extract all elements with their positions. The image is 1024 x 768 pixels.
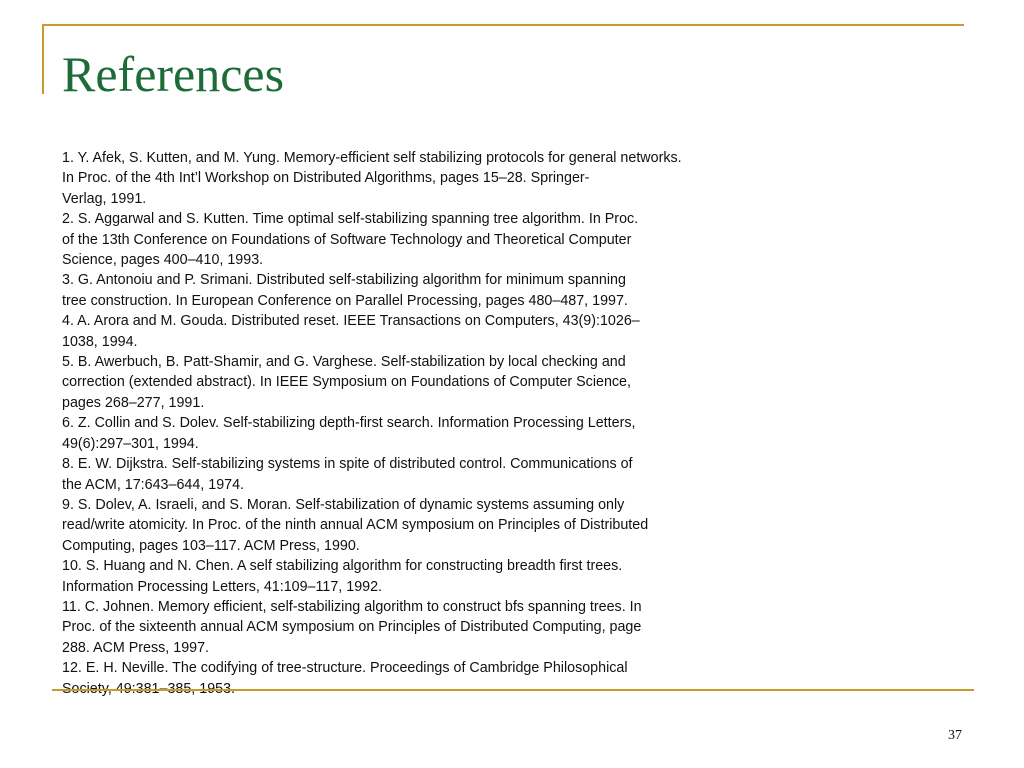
reference-line: Computing, pages 103–117. ACM Press, 1990. — [62, 537, 360, 554]
reference-line: In Proc. of the 4th Int’l Workshop on Distributed Algorithms, pages 15–28. Springer- — [62, 170, 590, 187]
reference-line: 5. B. Awerbuch, B. Patt-Shamir, and G. Varghese. Self-stabilization by local checking and — [62, 354, 626, 371]
reference-line: 1038, 1994. — [62, 333, 138, 350]
reference-line: 1. Y. Afek, S. Kutten, and M. Yung. Memory-efficient self stabilizing protocols for general networks. — [62, 150, 682, 166]
slide-title: References — [62, 46, 285, 102]
reference-line: correction (extended abstract). In IEEE Symposium on Foundations of Computer Science, — [62, 374, 631, 391]
reference-line: pages 268–277, 1991. — [62, 394, 205, 411]
reference-line: 4. A. Arora and M. Gouda. Distributed reset. IEEE Transactions on Computers, 43(9):1026– — [62, 313, 640, 330]
reference-line: 8. E. W. Dijkstra. Self-stabilizing systems in spite of distributed control. Communications of — [62, 456, 633, 473]
reference-line: 3. G. Antonoiu and P. Srimani. Distributed self-stabilizing algorithm for minimum spanning — [62, 272, 626, 289]
top-divider-line — [42, 24, 964, 26]
reference-line: Verlag, 1991. — [62, 190, 147, 207]
reference-line: 12. E. H. Neville. The codifying of tree-structure. Proceedings of Cambridge Philosophical — [62, 660, 628, 677]
reference-line: 9. S. Dolev, A. Israeli, and S. Moran. Self-stabilization of dynamic systems assuming only — [62, 496, 625, 513]
bottom-divider-line — [52, 689, 974, 691]
reference-line: tree construction. In European Conference on Parallel Processing, pages 480–487, 1997. — [62, 292, 628, 309]
reference-line: Science, pages 400–410, 1993. — [62, 252, 264, 269]
reference-line: 288. ACM Press, 1997. — [62, 639, 210, 656]
reference-list — [62, 148, 962, 699]
reference-line: the ACM, 17:643–644, 1974. — [62, 476, 245, 493]
reference-line: of the 13th Conference on Foundations of Software Technology and Theoretical Computer — [62, 231, 632, 248]
reference-line: 6. Z. Collin and S. Dolev. Self-stabilizing depth-first search. Information Processing Letters, — [62, 415, 636, 432]
reference-line: read/write atomicity. In Proc. of the ninth annual ACM symposium on Principles of Distributed — [62, 517, 649, 534]
left-divider-line — [42, 24, 44, 94]
reference-line: 10. S. Huang and N. Chen. A self stabilizing algorithm for constructing breadth first trees. — [62, 558, 623, 575]
reference-line: 11. C. Johnen. Memory efficient, self-stabilizing algorithm to construct bfs spanning trees. In — [62, 598, 642, 615]
reference-line: Information Processing Letters, 41:109–117, 1992. — [62, 578, 383, 595]
reference-line: 49(6):297–301, 1994. — [62, 435, 199, 452]
reference-line: Proc. of the sixteenth annual ACM symposium on Principles of Distributed Computing, page — [62, 619, 642, 636]
page-number: 37 — [948, 728, 962, 743]
reference-line: 2. S. Aggarwal and S. Kutten. Time optimal self-stabilizing spanning tree algorithm. In Proc. — [62, 211, 639, 228]
